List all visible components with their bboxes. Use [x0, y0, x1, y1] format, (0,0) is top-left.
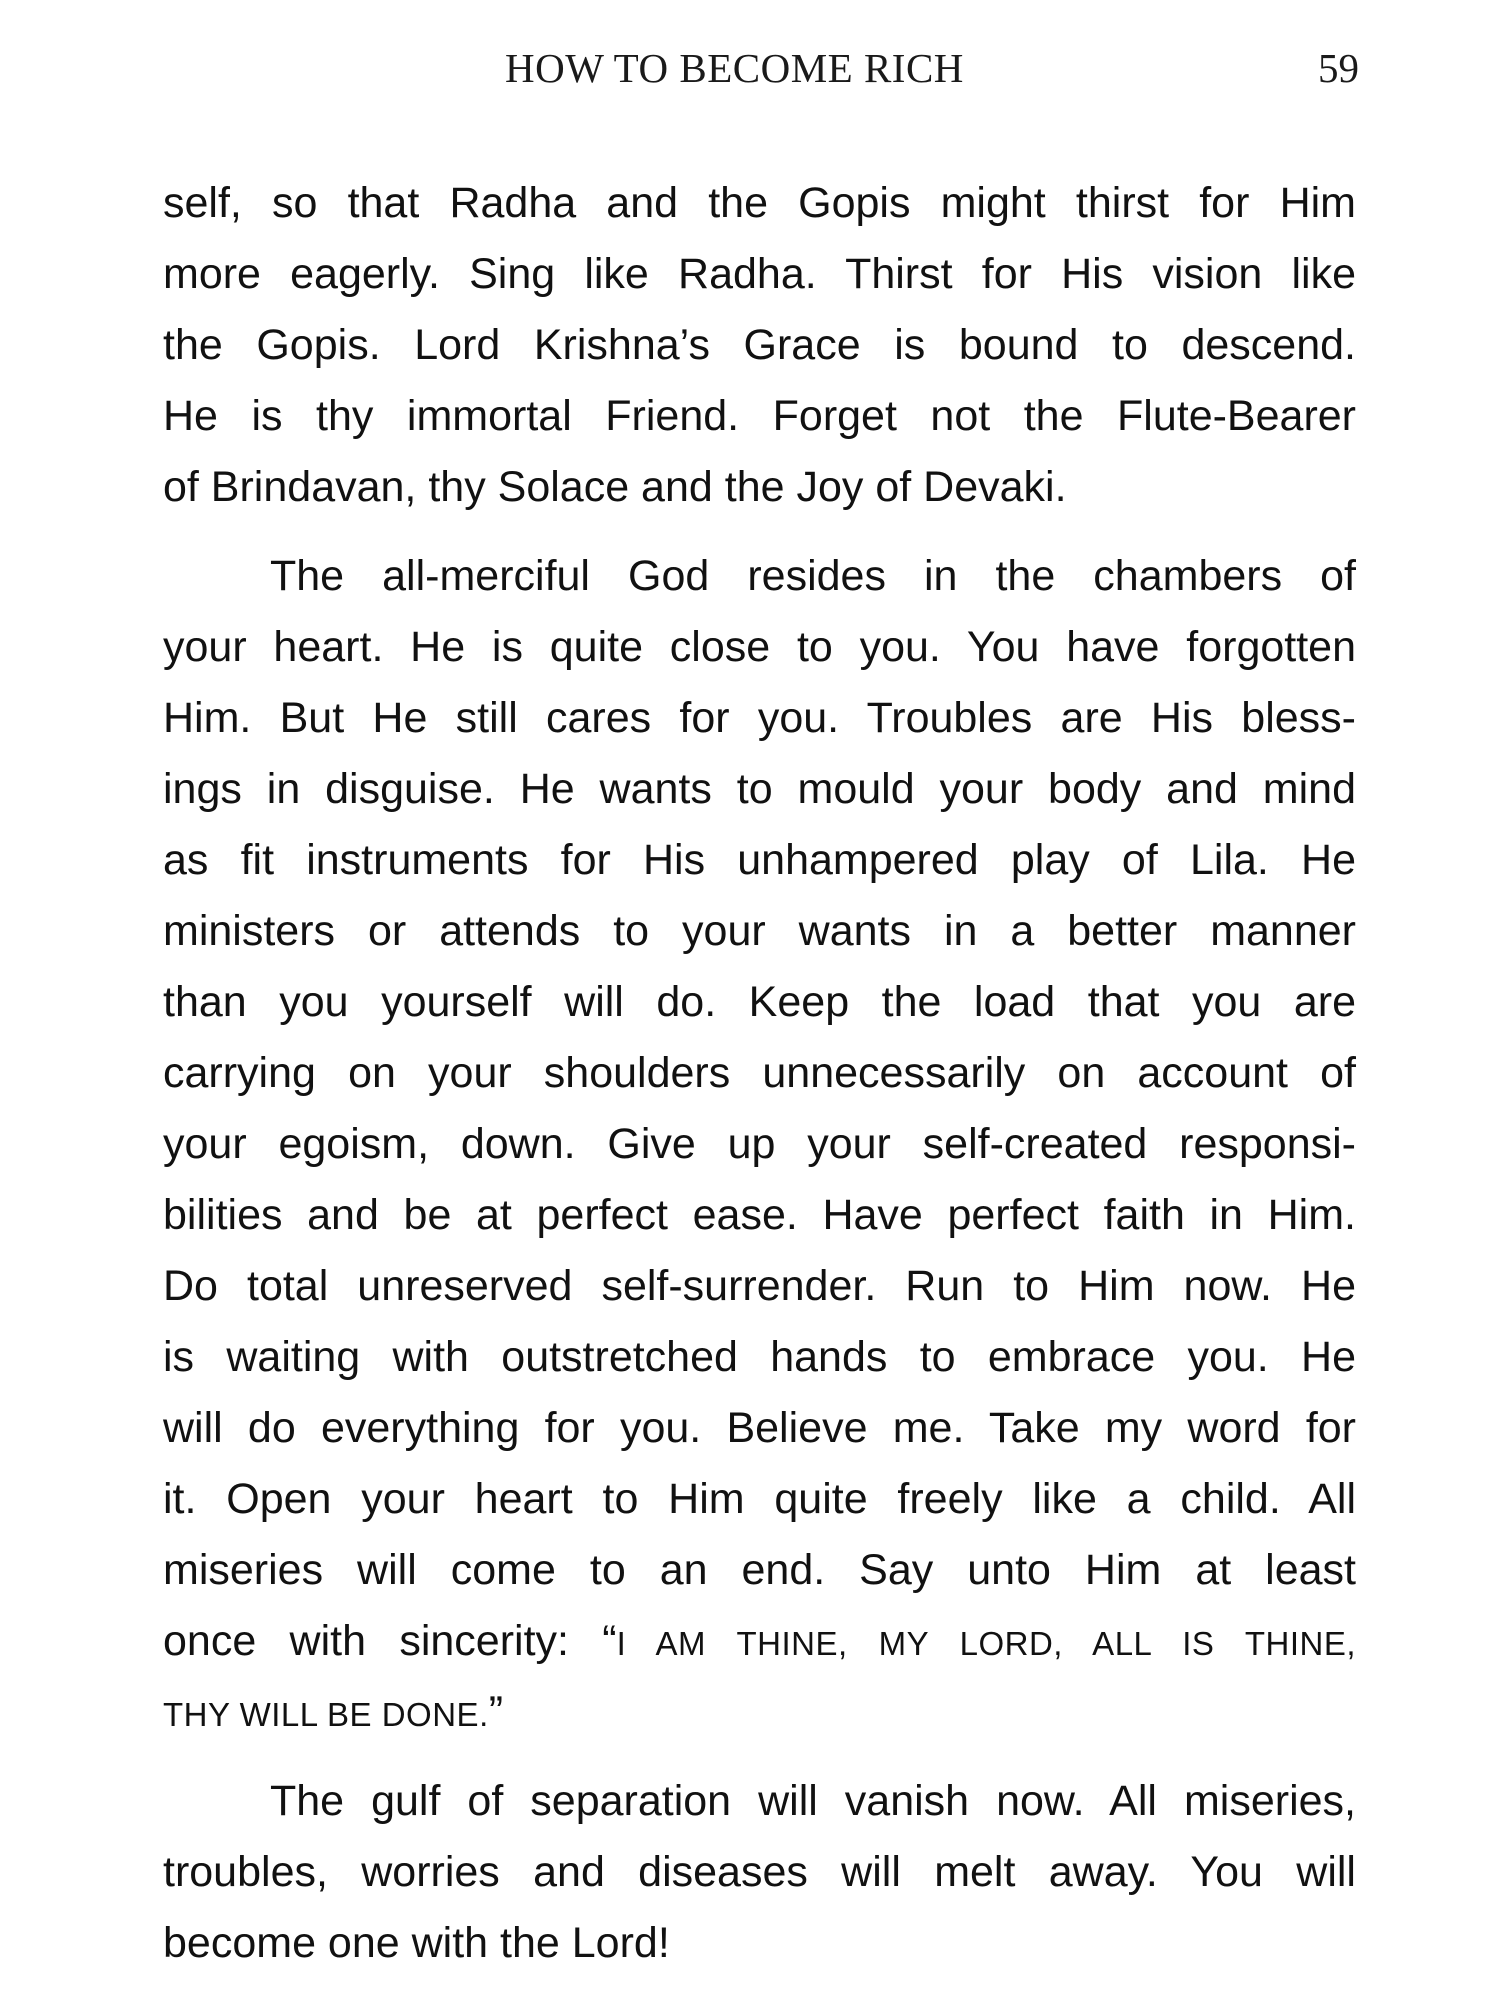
text-line: bilities and be at perfect ease. Have perfect faith in Him.: [163, 1191, 1356, 1239]
text-line: become one with the Lord!: [163, 1919, 670, 1967]
page-number: 59: [1318, 45, 1359, 91]
paragraph-2: [163, 541, 1356, 1748]
text-line: Him. But He still cares for you. Troubles are His bless-: [163, 694, 1356, 742]
text-line: it. Open your heart to Him quite freely like a child. All: [163, 1475, 1356, 1523]
text-line: miseries will come to an end. Say unto Him at least: [163, 1546, 1356, 1594]
paragraph-1: [163, 168, 1356, 523]
text-line: The gulf of separation will vanish now. All miseries,: [270, 1777, 1356, 1825]
quote-caps: I AM THINE, MY LORD, ALL IS THINE,: [616, 1625, 1357, 1662]
text-line: He is thy immortal Friend. Forget not the Flute-Bearer: [163, 392, 1356, 440]
text-line: self, so that Radha and the Gopis might thirst for Him: [163, 179, 1356, 227]
text-line: your egoism, down. Give up your self-created responsi-: [163, 1120, 1356, 1168]
text-line: will do everything for you. Believe me. Take my word for: [163, 1404, 1356, 1452]
text-line: than you yourself will do. Keep the load that you are: [163, 978, 1356, 1026]
body-text: [163, 168, 1356, 1979]
text-line: the Gopis. Lord Krishna’s Grace is bound to descend.: [163, 321, 1356, 369]
text-line: Do total unreserved self-surrender. Run to Him now. He: [163, 1262, 1356, 1310]
text-line: troubles, worries and diseases will melt away. You will: [163, 1848, 1356, 1896]
page-header-title: HOW TO BECOME RICH: [505, 45, 964, 91]
text-line: ministers or attends to your wants in a better manner: [163, 907, 1356, 955]
text-line: The all-merciful God resides in the chambers of: [270, 552, 1356, 600]
quote-lead: once with sincerity: “: [163, 1617, 617, 1665]
paragraph-3: [163, 1766, 1356, 1979]
text-line: is waiting with outstretched hands to embrace you. He: [163, 1333, 1356, 1381]
text-line: carrying on your shoulders unnecessarily on account of: [163, 1049, 1356, 1097]
text-line: your heart. He is quite close to you. You have forgotten: [163, 623, 1356, 671]
text-line: of Brindavan, thy Solace and the Joy of Devaki.: [163, 463, 1067, 511]
quote-close: ”: [488, 1688, 504, 1736]
text-line: as fit instruments for His unhampered play of Lila. He: [163, 836, 1356, 884]
quote-line: [163, 1606, 1356, 1677]
text-line: more eagerly. Sing like Radha. Thirst for His vision like: [163, 250, 1356, 298]
text-line: ings in disguise. He wants to mould your body and mind: [163, 765, 1356, 813]
quote-end-caps: THY WILL BE DONE.: [163, 1696, 489, 1733]
quote-end-line: [163, 1677, 1356, 1748]
running-header: [0, 38, 1500, 98]
